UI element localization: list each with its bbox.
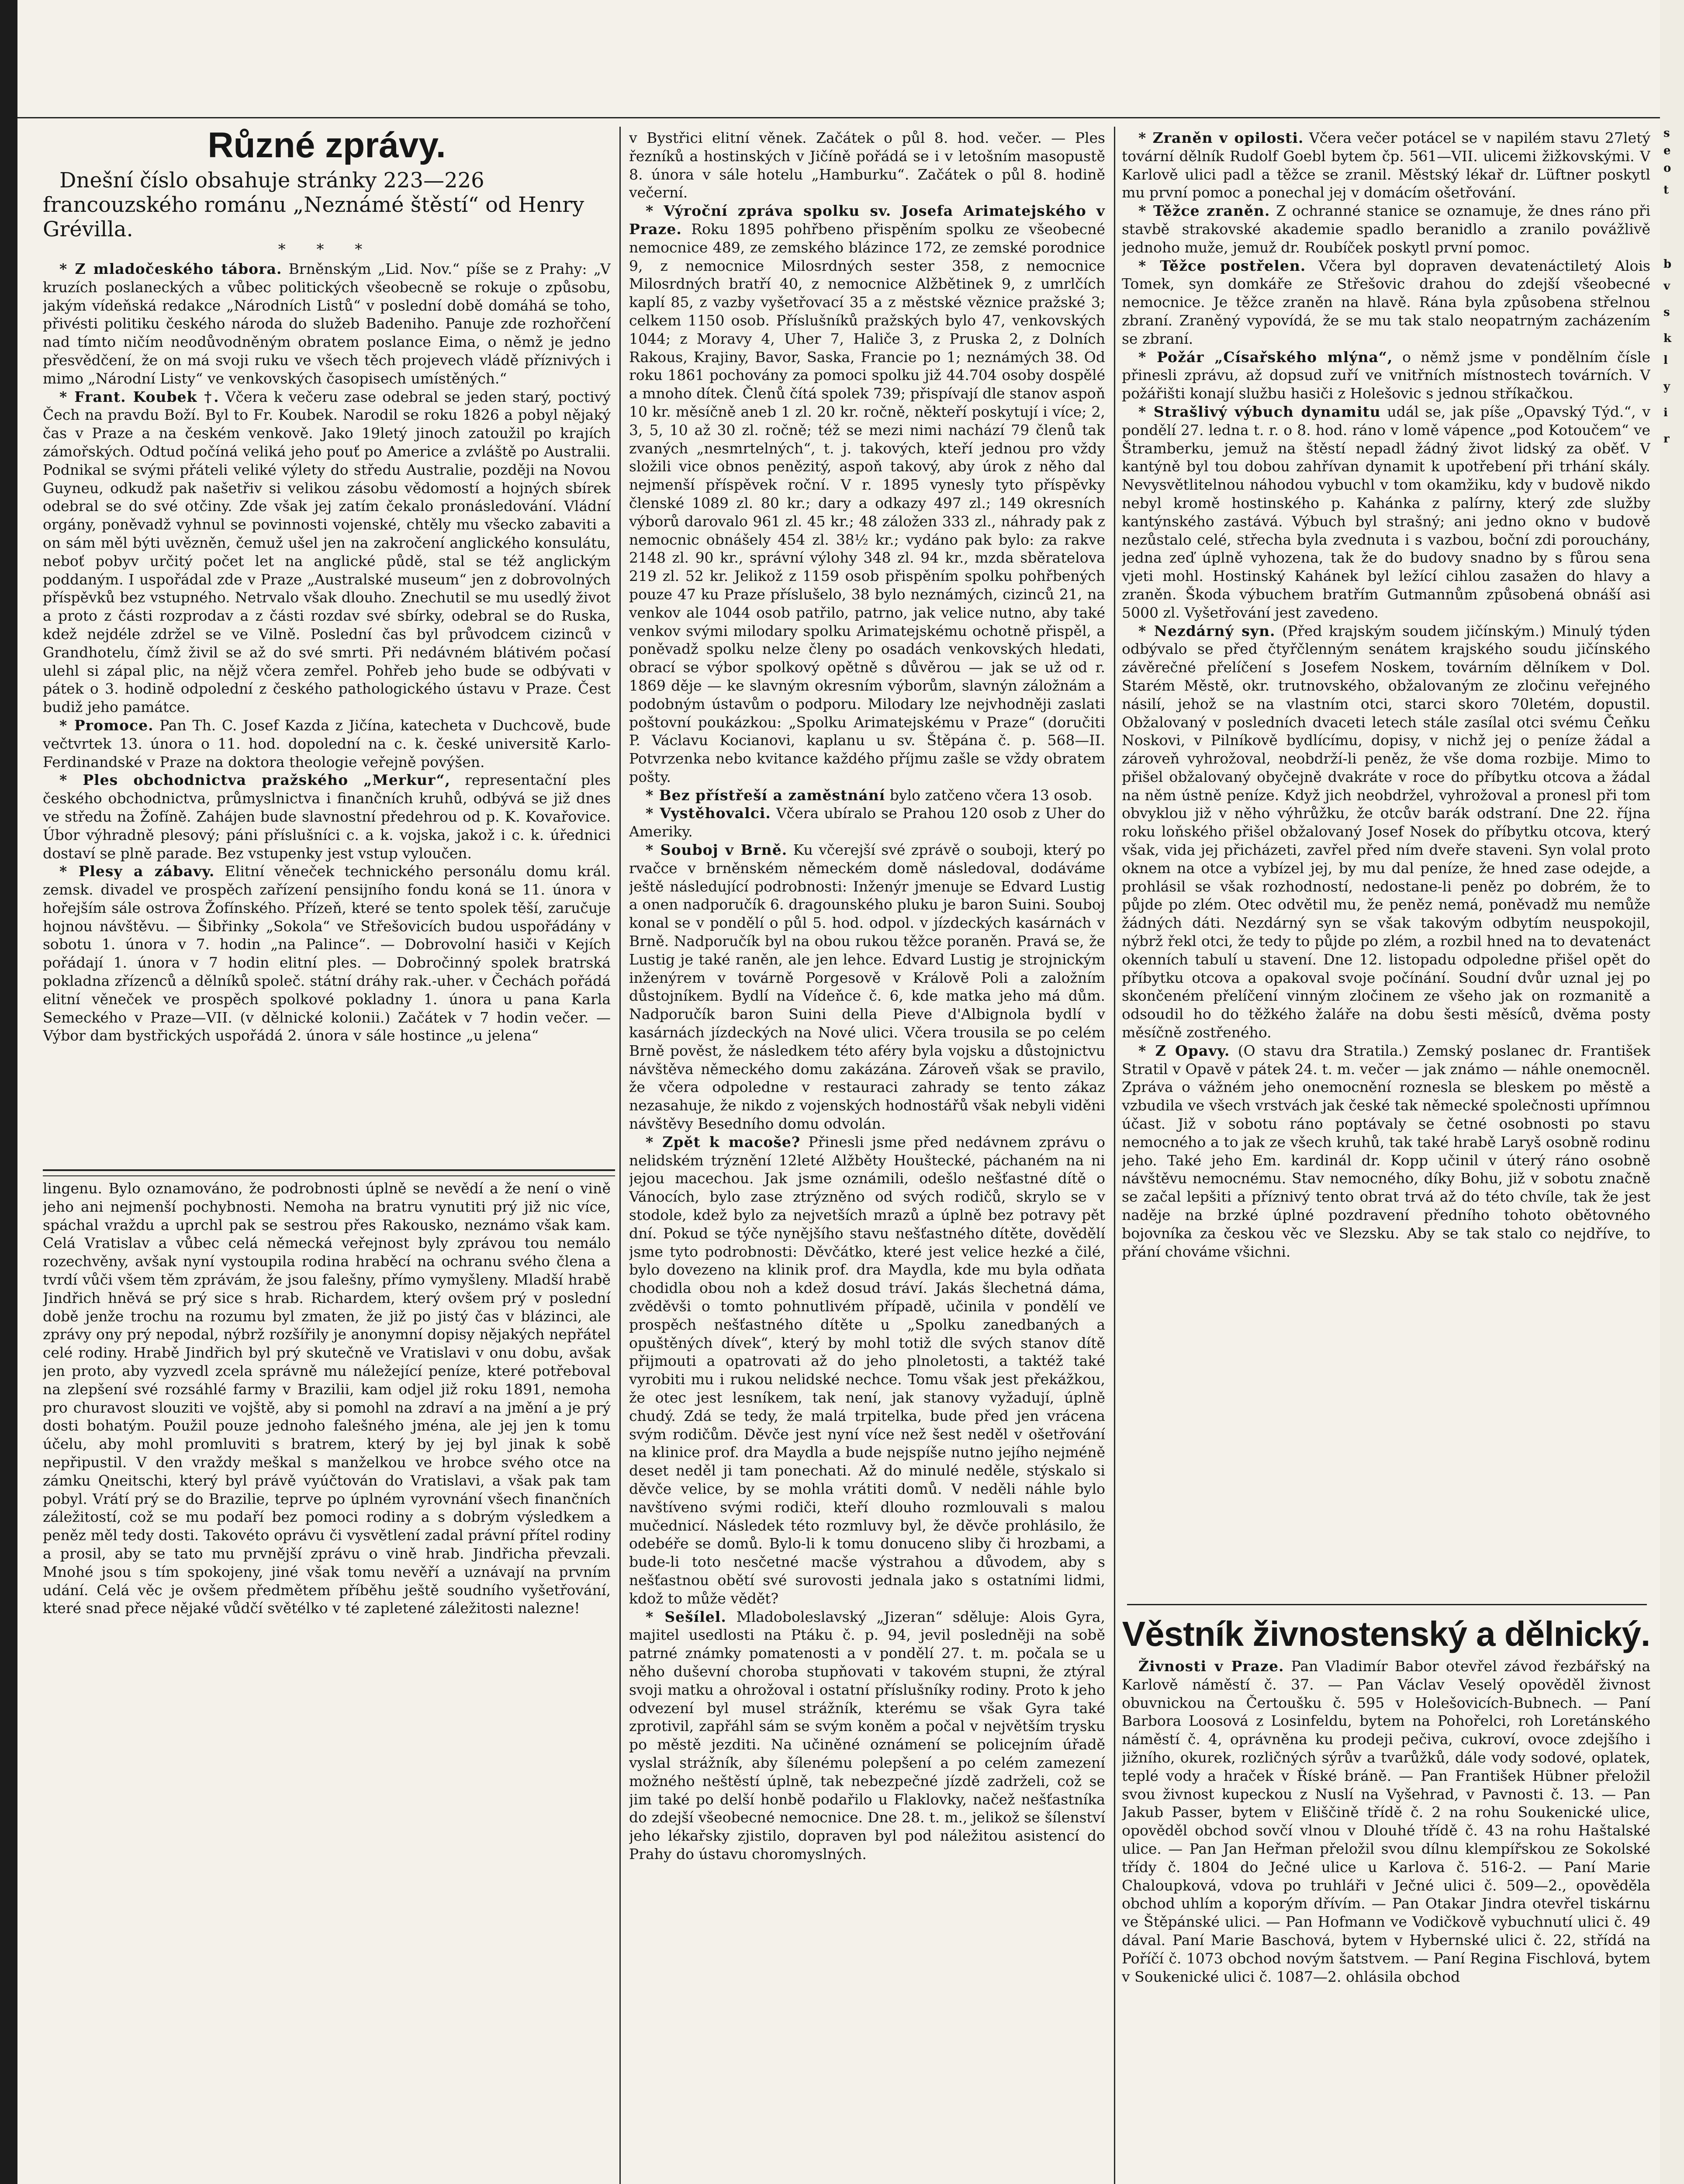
article-paragraph — [629, 1608, 1105, 1863]
article-paragraph — [1122, 403, 1650, 622]
article-text: Včera k večeru zase odebral se jeden starý, poctivý Čech na pravdu Boží. Byl to Fr. Koubek. Narodil se roku 1826 a pobyl nějaký čas v Praze a na českém venkově. Jako 19letý jinoch zatoužil po krajích zámořských. Odtud počíná veliká jeho pouť po Americe a zvláště po Australii. Podnikal se svými přáteli veliké výlety do středu Australie, později na Novou Guyneu, odkudž pak našetřiv si velikou zásobu vědomostí a hojných sbírek odebral se do své otčiny. Zde však jej zatím čekalo pronásledování. Vládní orgány, poněvadž vyhnul se povinnosti vojenské, chtěly mu všecko zabaviti a on sám měl býti uvězněn, čemuž ušel jen na zakročení anglického konsulátu, neboť pobyv určitý počet let na anglické půdě, stal se též anglickým poddaným. I uspořádal zde v Praze „Australské museum“ jen z dobrovolných příspěvků bez vstupného. Netrvalo však dlouho. Znechutil se mu usedlý život a proto z části rozprodav a z části rozdav své sbírky, odebral se do Ruska, kdež nejdéle zdržel se ve Vilně. Poslední čas byl průvodcem cizinců v Grandhotelu, čímž živil se až do své smrti. Při nedávném blátivém počasí ulehl si zápal plic, na nějž včera zemřel. Pohřeb jeho bude se odbývati v pátek o 3. hodině odpolední z českého pathologického ústavu v Praze. Čest budiž jeho památce. — [43, 388, 611, 716]
article-text: Roku 1895 pohřbeno přispěním spolku ze všeobecné nemocnice 489, ze zemského blázince 172, ze zemské porodnice 9, z nemocnice Milosrdných sester 358, z nemocnice Milosrdných bratří 40, z nemocnice Alžbětinek 9, z umrlčích kaplí 85, z vazby vyšetřovací 35 a z městské věznice pražské 3; celkem 1150 osob. Příslušníků pražských bylo 47, venkovských 1044; z Moravy 4, Uher 7, Haliče 3, z Pruska 2, z Dolních Rakous, Krajiny, Bavor, Saska, Francie po 1; neznámých 38. Od roku 1861 pochovány za pomoci spolku již 44.704 osoby dospělé a mnoho dítek. Členů čítá spolek 739; přispívají dle stanov aspoň 10 kr. měsíčně aneb 1 zl. 20 kr. ročně, někteří poskytují i více; 2, 3, 5, 10 až 30 zl. ročně; též se mezi nimi nachází 79 členů tak zvaných „nesmrtelných“, t. j. takových, kteří jednou pro vždy složili vice obnos penězitý, aspoň takový, aby úrok z něho dal nejmenší příspěvek roční. V r. 1895 vynesly tyto příspěvky členské 1089 zl. 80 kr.; dary a odkazy 497 zl.; 149 okresních výborů darovalo 961 zl. 45 kr.; 48 záložen 333 zl., náhrady pak z nemocnic obnášely 454 zl. 38½ kr.; vydáno pak bylo: za rakve 2148 zl. 90 kr., správní výlohy 348 zl. 94 kr., mzda sběratelova 219 zl. 52 kr. Jelikož z 1159 osob přispěním spolku pohřbených pouze 47 ku Praze příslušelo, 38 bylo neznámých, cizinců 21, na venkov ale 1044 osob patřilo, patrno, jak velice nutno, aby také venkov svými milodary spolku Arimatejskému ochotně přispěl, a poněvadž spolku nelze členy po osadách venkovských hledati, obrací se výbor spolkový opětně s důvěrou — jak se už od r. 1869 děje — ke slavným okresním výborům, slavnýn záložnám a podobným ústavům o podporu. Milodary lze nejvhodněji zaslati poštovní poukázkou: „Spolku Arimatejskému v Praze“ (doručiti P. Václavu Kocianovi, kaplanu u sv. Štěpána č. p. 568—II. Potvrzenka nebo kvitance každého příjmu zašle se vždy obratem pošty. — [629, 220, 1105, 785]
article-headline: * Z mladočeského tábora. — [59, 260, 282, 277]
edge-letter-fragment: b — [1663, 258, 1672, 271]
article-paragraph — [629, 1133, 1105, 1608]
article-text: (Před krajským soudem jičínským.) Minulý týden odbývalo se před čtyřčlenným senátem krajského soudu jičínského závěrečné přelíčení s Josefem Noskem, továrním dělníkem v Dol. Starém Městě, okr. trutnovského, obžalovaným ze zločinu veřejného násilí, jehož se na vlastním otci, starci skoro 70letém, dopustil. Obžalovaný v posledních dvaceti letech stále zasílal otci svému Čeňku Noskovi, v Pilníkově bydlícímu, dopisy, v nichž jej o peníze žádal a zároveň vyhrožoval, neobdrží-li peněz, že vše doma rozbije. Mimo to přišel obžalovaný obyčejně dvakráte v roce do příbytku otcova a žádal na něm ústně peníze. Když jich neobdržel, vyhrožoval a pronesl při tom obvyklou již v něho výhrůžku, že otcův barák odstraní. Dne 22. října roku loňského přišel obžalovaný Josef Nosek do příbytku otcova, který však, vida jej přicházeti, zavřel před ním dveře staveni. Syn volal proto oknem na otce a vybízel jej, by mu dal peníze, že hned zase odejde, a prohlásil se však rozhodností, nedostane-li peněz po dobrém, že to půjde po zlém. Otec odvětil mu, že peněz nemá, poněvadž mu nemůže žádných dáti. Nezdárný syn se však takovým odbytím neuspokojil, nýbrž řekl otci, že tedy to půjde po zlém, a rozbil hned na to devatenáct okenních tabulí u stavení. Dne 12. listopadu odpoledne přišel opět do příbytku otcova a opakoval svoje počínání. Soudní dvůr uznal jej po skončeném přelíčení vinným zločinem ze všeho jak on rozmanitě a odsoudil ho do těžkého žaláře na dobu šesti měsíců, dvěma posty měsíčně zostřeného. — [1122, 622, 1650, 1041]
article-paragraph — [1122, 622, 1650, 1042]
article-headline: * Souboj v Brně. — [646, 841, 788, 859]
col3-vestnik-articles — [1122, 1657, 1650, 1986]
edge-letter-fragment: y — [1663, 380, 1670, 393]
article-text: Elitní věneček technického personálu domu král. zemsk. divadel ve prospěch zařízení pensijního fondu koná se 11. února v hořejším sále ostrova Žofínského. Přízeň, které se tento spolek těší, zaručuje hojnou návštěvu. — Šibřinky „Sokola“ ve Střešovicích budou uspořádány v sobotu 1. února v 7. hodin „na Palince“. — Dobrovolní hasiči v Kejích pořádají 1. února v 7 hodin elitní ples. — Dobročinný spolek bratrská pokladna zřízenců a dělníků společ. státní dráhy rak.-uher. v Čechách pořádá elitní věneček ve prospěch spolkové pokladny 1. února u pana Karla Semeckého v Praze—VII. (v dělnické kolonii.) Začátek v 7 hodin večer. — Výbor dam bystřických uspořádá 2. února v sále hostince „u jelena“ — [43, 863, 611, 1044]
column-rule-1 — [619, 127, 621, 2184]
column-2 — [629, 129, 1105, 2184]
edge-letter-fragment: e — [1663, 144, 1671, 157]
edge-letter-fragment: s — [1663, 306, 1670, 319]
article-headline: * Frant. Koubek †. — [59, 388, 219, 405]
article-paragraph — [43, 388, 611, 716]
edge-letter-fragment: t — [1663, 183, 1669, 197]
article-text: udál se, jak píše „Opavský Týd.“, v pondělí 27. ledna t. r. o 8. hod. ráno v lomě vápence „pod Kotoučem“ ve Štramberku, jemuž na štěstí nepadl žádný život lidský za oběť. V kantýně byl tou dobou zahřívan dynamit k upotřebení při trhání skály. Nevysvětlitelnou náhodou vybuchl v tom okamžiku, kdy v budově nikdo nebyl kromě hostinského p. Kahánka z palírny, který zde služby kantýnského zastává. Výbuch byl strašný; ani jedno okno v budově nezůstalo celé, střecha byla zvednuta i s vazbou, boční zdi porouchány, jedna zeď úplně vyhozena, tak že do budovy snadno by s fůrou sena vjeti mohl. Hostinský Kahánek byl ležící cihlou zasažen do hlavy a zraněn. Škoda výbuchem bratřím Gutmannům způsobená obnáší asi 5000 zl. Vyšetřování jest zavedeno. — [1122, 403, 1650, 621]
column-1-upper — [43, 120, 611, 1168]
article-paragraph — [43, 260, 611, 388]
edge-letter-fragment: l — [1663, 354, 1668, 367]
column-rule-2 — [1114, 127, 1115, 2184]
edge-letter-fragment: s — [1663, 127, 1670, 140]
article-text: Přinesli jsme před nedávnem zprávu o nelidském trýznění 12leté Alžběty Houštecké, páchaném na ni jejou macechou. Jak jsme oznámili, odešlo nešťastné dítě o Vánocích, bylo zase ztrýzněno od svých rodičů, skrylo se v stodole, kdež bylo za nejvetších mrazů a úplně bez potravy pět dní. Pokud se týče nynějšího stavu nešťastného dítěte, dovědělí jsme tyto podrobnosti: Děvčátko, které jest velice hezké a čilé, bylo dovezeno na klinik prof. dra Maydla, kde mu byla odňata chodidla obou noh a kdež dosud tráví. Jakás šlechetná dáma, zvěděvši o tomto pohnutlivém případě, učinila v pondělí ve prospěch nešťastného dítěte u „Spolku zanedbaných a opuštěných dívek“, který by mohl totiž dle svých stanov dítě přijmouti a opatrovati až do jeho plnoletosti, a taktéž také vyrobiti mu i rukou nelidské nechce. Tomu však jest překážkou, že otec jest lesníkem, tak není, jak stanovy vyžadují, úplně chudý. Zdá se tedy, že malá trpitelka, bude před jen vrácena svým rodičům. Děvče jest nyní více než šest neděl v ošetřování na klinice prof. dra Maydla a bude nejspíše nutno jejího nejméně deset neděl ji tam ponechati. Až do minulé neděle, stýskalo si děvče velice, by se mohla vrátiti domů. V neděli náhle bylo navštíveno svými rodiči, kteří dlouho rozmlouvali s malou mučednicí. Následek této rozmluvy byl, že děvče prohlásilo, že odebéře se domů. Bylo-li k tomu donuceno sliby či hrozbami, a bude-li toto nesčetné macše výstrahou a důvodem, aby s nešťastnou obětí své surovosti jednala jako s ostatními lidmi, kdož to může vědět? — [629, 1133, 1105, 1607]
article-paragraph — [1122, 129, 1650, 202]
edge-letter-fragment: o — [1663, 162, 1671, 175]
col3-articles — [1122, 129, 1650, 1261]
article-paragraph — [1122, 257, 1650, 348]
article-headline: * Těžce postřelen. — [1138, 257, 1306, 274]
column-3-vestnik — [1122, 1607, 1650, 2184]
article-paragraph — [629, 841, 1105, 1133]
article-text: Z ochranné stanice se oznamuje, že dnes ráno při stavbě strakovské akademie spadlo beranidlo a zranilo povážlivě jednoho muže, jemuž dr. Roubíček poskytl první pomoc. — [1122, 202, 1650, 256]
top-rule — [17, 117, 1660, 118]
article-headline: * Bez přístřeší a zaměstnání — [646, 786, 885, 804]
section-title-ruzne-zpravy: Různé zprávy. — [207, 125, 446, 165]
article-text: o němž jsme v pondělním čísle přinesli zprávu, až dopsud zuří ve vnitřních místnostech továrních. V požářišti konají službu hasiči z Holešovic s jednou stříkačkou. — [1122, 348, 1650, 402]
article-headline: * Z Opavy. — [1138, 1042, 1230, 1059]
article-paragraph — [1122, 348, 1650, 403]
article-paragraph — [43, 1179, 611, 1617]
article-headline: * Výroční zpráva spolku sv. Josefa Arimatejského v Praze. — [629, 202, 1105, 238]
column-1-divider — [43, 1169, 615, 1176]
article-headline: * Zpět k macoše? — [646, 1133, 801, 1151]
article-headline: Živnosti v Praze. — [1138, 1658, 1284, 1675]
article-text: Pan Th. C. Josef Kazda z Jičína, katecheta v Duchcově, bude večtvrtek 13. února o 11. hod. dopolední na c. k. české universitě Karlo-Ferdinandské v Praze na doktora theologie veřejně povýšen. — [43, 716, 611, 771]
article-headline: * Promoce. — [59, 716, 154, 734]
article-paragraph — [629, 786, 1105, 805]
section-title-vestnik: Věstník živnostenský a dělnický. — [1122, 1614, 1650, 1653]
col1-articles — [43, 260, 611, 1045]
article-paragraph — [629, 202, 1105, 786]
article-headline: * Strašlivý výbuch dynamitu — [1138, 403, 1381, 420]
article-headline: * Plesy a zábavy. — [59, 863, 215, 880]
article-headline: * Těžce zraněn. — [1138, 202, 1270, 220]
article-paragraph — [43, 862, 611, 1045]
col1-lower-articles — [43, 1179, 611, 1617]
article-headline: * Vystěhovalci. — [646, 805, 771, 822]
article-paragraph — [629, 129, 1105, 202]
edge-letter-fragment: k — [1663, 332, 1672, 345]
next-page-edge — [1660, 0, 1684, 2184]
article-text: Včera večer potácel se v napilém stavu 27letý tovární dělník Rudolf Goebl bytem čp. 561—VII. ulicemi žižkovskými. V Karlově ulici padl a těžce se zranil. Městský lékař dr. Lüftner poskytl mu první pomoc a ponechal jej v domácím ošetřování. — [1122, 129, 1650, 201]
article-paragraph — [1122, 1042, 1650, 1261]
article-text: Včera byl dopraven devatenáctiletý Alois Tomek, syn domkáře ze Střešovic drahou do zdejší všeobecné nemocnice. Je těžce zraněn na hlavě. Rána byla způsobena střelnou zbraní. Zraněný vypovídá, že se mu tak stalo neopatrným zacházením se zbraní. — [1122, 257, 1650, 347]
col2-articles — [629, 129, 1105, 1863]
article-text: Brněnským „Lid. Nov.“ píše se z Prahy: „V kruzích poslaneckých a vůbec politických všeobecně se rokuje o způsobu, jakým vídeňská redakce „Národních Listů“ v poslední době domáhá se toho, přivésti politiku českého národa do služeb Badeniho. Panuje zde rozhořčení nad tímto ničím neodůvodněným obratem poslance Eima, o němž je jedno přesvědčení, že on má svoji ruku ve všech těch projevech vládě příznivých i mimo „Národní Listy“ ve venkovských časopisech umístěných.“ — [43, 260, 611, 387]
article-paragraph — [1122, 1657, 1650, 1986]
article-text: Pan Vladimír Babor otevřel závod řezbářský na Karlově náměstí č. 37. — Pan Václav Veselý opověděl živnost obuvnickou na Čertoušku č. 595 v Holešovicích-Bubnech. — Paní Barbora Loosová z Losinfeldu, bytem na Pohořelci, roh Loretánského náměstí č. 4, oprávněna ku prodeji pečiva, cukroví, ovoce zdejšího i jižního, okurek, rozličných sýrův a tvarůžků, dále vody sodové, oplatek, teplé vody a hraček v Říské bráně. — Pan František Hübner přeložil svou živnost kupeckou z Nuslí na Vyšehrad, v Pavnosti č. 13. — Pan Jakub Passer, bytem v Eliščině třídě č. 2 na rohu Soukenické ulice, opověděl obchod sovčí vlnou v Dlouhé třídě č. 43 na rohu Haštalské ulice. — Pan Jan Heřman přeložil svou dílnu klempířskou ze Sokolské třídy č. 1804 do Ječné ulice u Karlova č. 516-2. — Paní Marie Chaloupková, vdova po truhláři v Ječné ulici č. 509—2., opověděla obchod uhlím a koporým dřívím. — Pan Otakar Jindra otevřel tiskárnu ve Štěpánské ulici. — Pan Hofmann ve Vodičkově vybuchnutí ulici č. 49 dával. Paní Marie Baschová, bytem v Hybernské ulici č. 22, střídá na Poříčí č. 1073 obchod novým šatstvem. — Paní Regina Fischlová, bytem v Soukenické ulici č. 1087—2. ohlásila obchod — [1122, 1658, 1650, 1985]
article-text: v Bystřici elitní věnek. Začátek o půl 8. hod. večer. — Ples řezníků a hostinských v Jičíně pořádá se i v letošním masopustě 8. února v sále hotelu „Hamburku“. Začátek o půl 8. hodině večerní. — [629, 129, 1105, 201]
article-text: Mladoboleslavský „Jizeran“ sděluje: Alois Gyra, majitel usedlosti na Ptáku č. p. 94, jevil posledněji na sobě patrné známky pomatenosti a v pondělí 27. t. m. počala se u něho duševní choroba stupňovati v takovém stupni, že ztýral svoji matku a ohrožoval i ostatní příslušníky rodiny. Proto k jeho odvezení byl musel strážník, kterému se však Gyra také zprotivil, zapřáhl sám se svým koněm a počal v největším trysku po městě jezditi. Na učiněné oznámení se policejním úřadě vyslal strážník, aby šílenému polepšení a po celém zamezení možného neštěstí úplně, tak nebezpečné jízdě zadrželi, což se jim také po delší honbě podařilo u Flaklovky, načež nešťastníka do zdejší všeobecné nemocnice. Dne 28. t. m., jelikož se šílenství jeho lékařsky zjistilo, dopraven byl pod náležitou asistencí do Prahy do ústavu choromyslných. — [629, 1608, 1105, 1863]
column-1-lower — [43, 1179, 611, 2184]
article-text: Včera ubíralo se Prahou 120 osob z Uher do Ameriky. — [629, 805, 1105, 840]
left-scan-edge — [0, 0, 17, 2184]
article-headline: * Požár „Císařského mlýna“, — [1138, 348, 1393, 366]
article-headline: * Nezdárný syn. — [1138, 622, 1276, 639]
section-stars: * * * — [278, 241, 376, 258]
article-paragraph — [43, 771, 611, 862]
article-headline: * Sešílel. — [646, 1608, 726, 1625]
edge-letter-fragment: i — [1663, 406, 1668, 419]
novel-notice: Dnešní číslo obsahuje stránky 223—226 francouzského románu „Neznámé štěstí“ od Henry Grévilla. — [43, 168, 584, 242]
article-text: bylo zatčeno včera 13 osob. — [885, 786, 1093, 804]
article-text: Ku včerejší své zprávě o souboji, který po rvačce v brněnském německém domě následoval, dodáváme ještě následující podrobnosti: Inženýr jmenuje se Edvard Lustig a onen nadporučík 6. dragounského pluku je baron Suini. Souboj konal se v pondělí o půl 5. hod. odpol. v jízdeckých kasárnách v Brně. Nadporučík byl na obou rukou těžce poraněn. Pravá se, že Lustig je také raněn, ale jen lehce. Edvard Lustig je strojnickým inženýrem v továrně Porgesově v Králově Poli a založním důstojníkem. Bydlí na Vídeňce č. 6, kde matka jeho má dům. Nadporučík baron Suini della Pieve d'Albignola bydlí v kasárnách jízdeckých na Nové ulici. Včera trousila se po celém Brně pověst, že následkem této aféry byla vojsku a důstojnictvu návštěva německého domu zakázána. Zároveň však se pravilo, že včera odpoledne v restauraci zahrady se tento zákaz nezasahuje, že nikdo z vojenských hodnostářů však nebyli viděni návštěvy Besedního domu odvolán. — [629, 841, 1105, 1133]
article-text: lingenu. Bylo oznamováno, že podrobnosti úplně se nevědí a že není o vině jeho ani nejmenší pochybnosti. Nemoha na bratru vynutiti prý již nic více, spáchal vraždu a uprchl pak se sestrou přes Rakousko, neznámo však kam. Celá Vratislav a vůbec celá německá veřejnost byly zprávou tou nemálo rozechvěny, avšak nyní vystoupila rodina hraběcí na ochranu svého člena a tvrdí vůči všem těm zprávám, že jsou falešny, přímo vymyšleny. Mladší hrabě Jindřich hněvá se prý sice s hrab. Richardem, který ovšem prý v poslední době jenže trochu na rozumu byl zmaten, že již po jistý čas v blázinci, ale zprávy ony prý nepodal, nýbrž rozšířily je anonymní dopisy nějakých nepřátel celé rodiny. Hrabě Jindřich byl prý skutečně ve Vratislavi v onu dobu, avšak jen proto, aby vyzvedl zcela správně mu náležející peníze, které potřeboval na zlepšení své rozsáhlé farmy v Brazilii, kam odjel již roku 1891, nemoha pro churavost slouziti ve vojště, aby si pomohl na zdraví a na jmění a je prý dosti bohatým. Použil pouze jednoho falešného jména, ale jej jen k tomu účelu, aby mohl promluviti s bratrem, který by jej byl jinak k sobě nepřipustil. V den vraždy meškal s manželkou ve hrobce svého otce na zámku Qneitschi, který byl právě vyúčtován do Vratislavi, a však pak tam pobyl. Vrátí prý se do Brazilie, teprve po úplném vyrovnání všech finančních záležitostí, což se mu podaří bez pomoci rodiny a s dobrým výsledkem a peněz měl tedy dosti. Takovéto oprávu či vysvětlení zadal právní přítel rodiny a prosil, aby se tato mu prvnější zprávu o vině hrab. Jindřicha převzali. Mnohé jsou s tím spokojeny, jiné však tomu nevěří a uznávají na prvním udání. Celá věc je ovšem předmětem příběhu ještě soudního vyšetřování, které snad přece nějaké vůdčí světélko v té zapletené záležitosti nalezne! — [43, 1180, 611, 1617]
article-text: (O stavu dra Stratila.) Zemský poslanec dr. František Stratil v Opavě v pátek 24. t. m. večer — jak známo — náhle onemocněl. Zpráva o vážném jeho onemocnění roznesla se bleskem po městě a vzbudila ve všech vrstvách jak české tak německé společnosti upřímnou účast. Již v sobotu ráno poptávaly se četné osobnosti po stavu nemocného a to jak ze všech kruhů, tak také hrabě Laryš osobně rodinu jeho. Také jeho Em. kardinál dr. Kopp učinil v úterý ráno osobně návštěvu nemocnému. Stav nemocného, díky Bohu, již v sobotu značně se začal lepšiti a příznivý tento obrat trvá až do této chvíle, tak že jest naděje na brzké úplné pozdravení předního tohoto obětovného bojovníka za českou věc ve Slezsku. Aby se tak stalo co nejdříve, to přání chováme všichni. — [1122, 1042, 1650, 1260]
article-text: representační ples českého obchodnictva, průmyslnictva i finančních kruhů, odbývá se již dnes ve středu na Žofíně. Zahájen bude slavnostní předehrou od p. K. Kovařovice. Úbor výhradně plesový; páni příslušníci c. a k. vojska, jakož i c. k. úřednici dostaví se plně parade. Bez vstupenky jest vstup vyloučen. — [43, 771, 611, 862]
article-paragraph — [1122, 202, 1650, 256]
article-headline: * Ples obchodnictva pražského „Merkur“, — [59, 771, 451, 789]
vestnik-rule — [1127, 1604, 1647, 1605]
edge-letter-fragment: r — [1663, 432, 1670, 446]
article-paragraph — [43, 716, 611, 771]
column-3 — [1122, 129, 1650, 1607]
article-paragraph — [629, 804, 1105, 841]
article-headline: * Zraněn v opilosti. — [1138, 129, 1304, 146]
edge-letter-fragment: v — [1663, 280, 1670, 293]
